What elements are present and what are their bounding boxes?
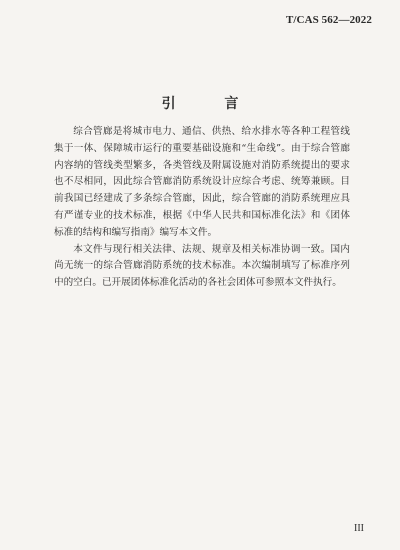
paragraph: 本文件与现行相关法律、法规、规章及相关标准协调一致。国内尚无统一的综合管廊消防系统的技术标准。本次编制填写了标准序列中的空白。已开展团体标准化活动的各社会团体可参照本文件执行。 <box>54 243 350 289</box>
page-number: III <box>354 523 364 534</box>
document-code: T/CAS 562—2022 <box>285 14 372 26</box>
section-title: 引 言 <box>161 96 261 112</box>
paragraph: 综合管廊是将城市电力、通信、供热、给水排水等各种工程管线集于一体、保障城市运行的重要基础设施和“生命线”。由于综合管廊内容纳的管线类型繁多，各类管线及附属设施对消防系统提出的要求也不尽相同，因此综合管廊消防系统设计应综合考虑、统筹兼顾。目前我国已经建成了多条综合管廊，因此，综合管廊的消防系统理应具有严谨专业的技术标准，根据《中华人民共和国标准化法》和《团体标准的结构和编写指南》编写本文件。 <box>54 126 350 238</box>
introduction-body <box>54 124 350 292</box>
